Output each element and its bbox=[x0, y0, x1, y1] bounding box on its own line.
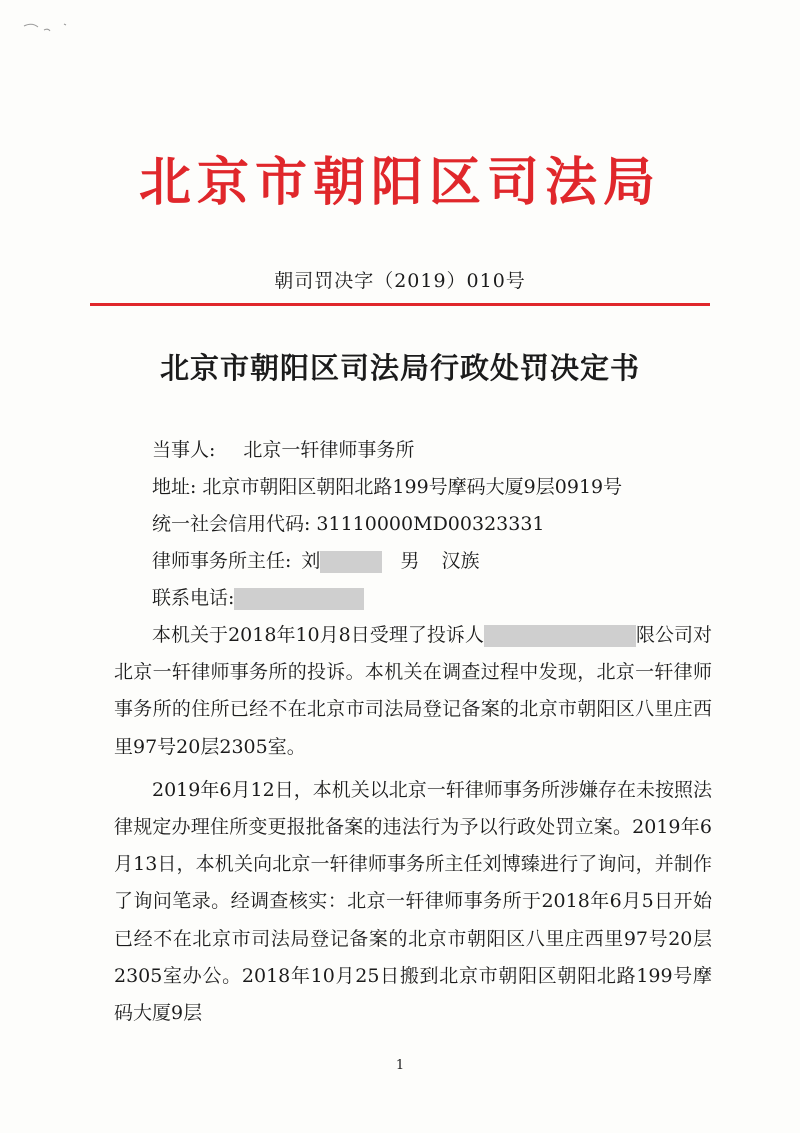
p1-rest-text: 限公司对北京一轩律师事务所的投诉。本机关在调查过程中发现，北京一轩律师事务所的住所已经不在北京市司法局登记备案的北京市朝阳区八里庄西里97号20层2305室。 bbox=[114, 624, 712, 758]
party-info-block bbox=[152, 432, 712, 617]
p1-start-text: 本机关于2018年10月8日受理了投诉人 bbox=[152, 624, 484, 646]
body-paragraph-2: 2019年6月12日，本机关以北京一轩律师事务所涉嫌存在未按照法律规定办理住所变更报批备案的违法行为予以行政处罚立案。2019年6月13日，本机关向北京一轩律师事务所主任刘博臻进行了询问，并制作了询问笔录。经调查核实：北京一轩律师事务所于2018年6月5日开始已经不在北京市司法局登记备案的北京市朝阳区八里庄西里97号20层2305室办公。2018年10月25日搬到北京市朝阳区朝阳北路199号摩码大厦9层 bbox=[114, 778, 712, 1025]
credit-code-line bbox=[152, 506, 712, 543]
agency-letterhead: 北京市朝阳区司法局 bbox=[138, 152, 661, 213]
redaction-block bbox=[320, 551, 382, 573]
party-line bbox=[152, 432, 712, 469]
document-body bbox=[114, 617, 712, 1032]
address-line bbox=[152, 469, 712, 506]
redaction-block bbox=[484, 625, 636, 647]
party-label: 当事人: bbox=[152, 439, 216, 461]
document-number: 朝司罚决字（2019）010号 bbox=[274, 270, 526, 292]
redaction-block bbox=[234, 588, 364, 610]
director-label: 律师事务所主任: bbox=[152, 550, 292, 572]
credit-code-value: 31110000MD00323331 bbox=[316, 513, 545, 535]
party-value: 北京一轩律师事务所 bbox=[243, 439, 415, 461]
director-ethnicity: 汉族 bbox=[441, 550, 480, 572]
document-title: 北京市朝阳区司法局行政处罚决定书 bbox=[159, 351, 640, 385]
phone-label: 联系电话: bbox=[152, 587, 235, 609]
phone-line bbox=[152, 580, 712, 617]
address-label: 地址: bbox=[152, 476, 197, 498]
director-gender: 男 bbox=[400, 550, 420, 572]
page-number: 1 bbox=[395, 1058, 405, 1073]
address-value: 北京市朝阳区朝阳北路199号摩码大厦9层0919号 bbox=[202, 476, 623, 498]
credit-code-label: 统一社会信用代码: bbox=[152, 513, 311, 535]
director-line bbox=[152, 543, 712, 580]
letterhead-divider bbox=[90, 303, 710, 306]
scan-smudge-mark bbox=[20, 18, 80, 38]
director-surname: 刘 bbox=[301, 550, 321, 572]
body-paragraph-1 bbox=[114, 617, 712, 766]
